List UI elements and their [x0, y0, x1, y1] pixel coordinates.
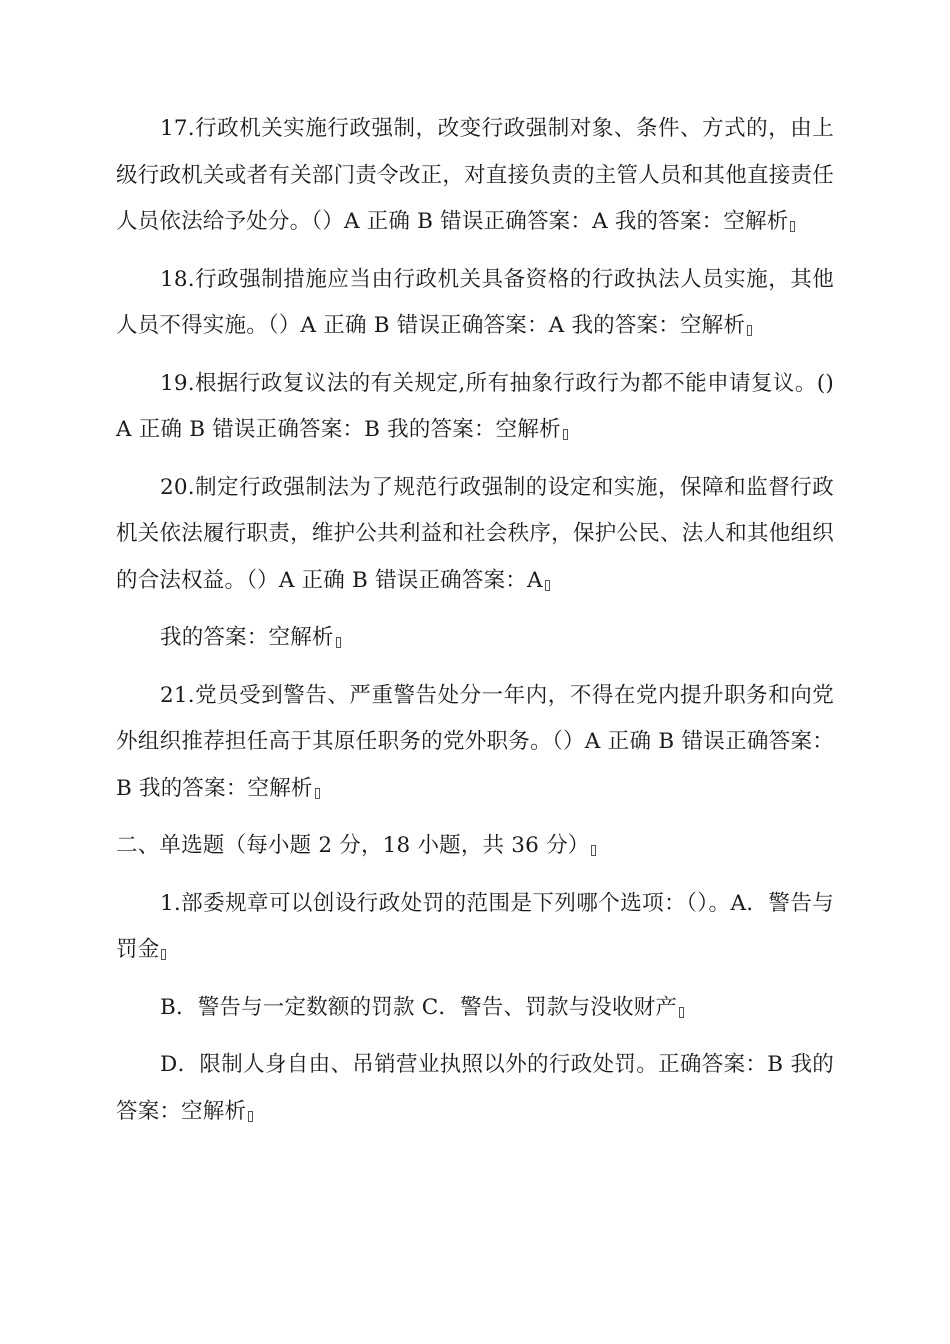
single-choice-1-options-bc	[116, 985, 834, 1032]
single-choice-1-option-d-text: D．限制人身自由、吊销营业执照以外的行政处罚。正确答案：B 我的答案：空解析	[116, 1052, 834, 1124]
question-17	[116, 106, 834, 246]
question-20	[116, 465, 834, 605]
paragraph-mark-icon	[336, 637, 341, 648]
question-20-text: 20.制定行政强制法为了规范行政强制的设定和实施，保障和监督行政机关依法履行职责，维护公共利益和社会秩序，保护公民、法人和其他组织的合法权益。（）A 正确 B 错误正确答案：A	[116, 474, 834, 593]
question-18	[116, 257, 834, 350]
paragraph-mark-icon	[591, 845, 596, 856]
paragraph-mark-icon	[315, 788, 320, 799]
paragraph-mark-icon	[563, 429, 568, 440]
single-choice-1-text: 1.部委规章可以创设行政处罚的范围是下列哪个选项：（）。A．警告与罚金	[116, 890, 834, 962]
document-body	[116, 106, 834, 1146]
question-21	[116, 673, 834, 813]
question-20-my-answer-text: 我的答案：空解析	[160, 625, 334, 650]
section-heading-text: 二、单选题（每小题 2 分，18 小题，共 36 分）	[116, 833, 590, 858]
single-choice-1	[116, 881, 834, 974]
section-heading	[116, 823, 834, 870]
single-choice-1-option-d	[116, 1042, 834, 1135]
single-choice-1-options-bc-text: B．警告与一定数额的罚款 C．警告、罚款与没收财产	[160, 994, 678, 1020]
question-19-text: 19.根据行政复议法的有关规定,所有抽象行政行为都不能申请复议。()A 正确 B 错误正确答案：B 我的答案：空解析	[116, 370, 834, 442]
question-20-my-answer	[116, 615, 834, 662]
paragraph-mark-icon	[747, 325, 752, 336]
question-18-text: 18.行政强制措施应当由行政机关具备资格的行政执法人员实施，其他人员不得实施。（）A 正确 B 错误正确答案：A 我的答案：空解析	[116, 266, 834, 338]
paragraph-mark-icon	[790, 221, 795, 232]
question-19	[116, 361, 834, 454]
paragraph-mark-icon	[248, 1111, 253, 1122]
paragraph-mark-icon	[545, 580, 550, 591]
question-21-text: 21.党员受到警告、严重警告处分一年内，不得在党内提升职务和向党外组织推荐担任高于其原任职务的党外职务。（）A 正确 B 错误正确答案：B 我的答案：空解析	[116, 682, 834, 801]
paragraph-mark-icon	[679, 1007, 684, 1018]
paragraph-mark-icon	[161, 949, 166, 960]
question-17-text: 17.行政机关实施行政强制，改变行政强制对象、条件、方式的，由上级行政机关或者有关部门责令改正，对直接负责的主管人员和其他直接责任人员依法给予处分。（）A 正确 B 错误正确答案：A 我的答案：空解析	[116, 116, 834, 234]
